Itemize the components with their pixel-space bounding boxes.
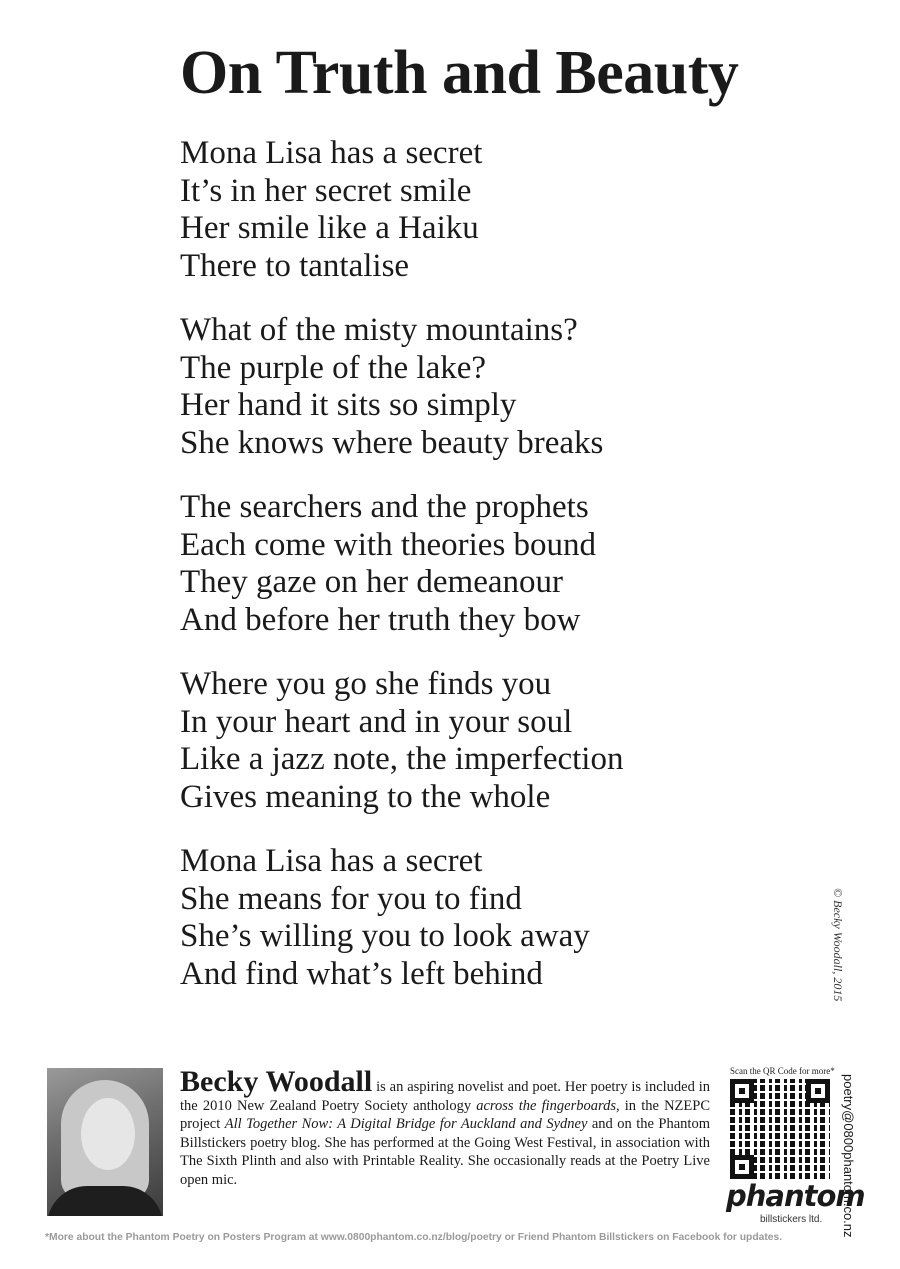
poem-line: There to tantalise <box>180 247 410 284</box>
poem-line: She knows where beauty breaks <box>180 424 604 461</box>
bio-text: , in the NZEPC project <box>180 1097 710 1133</box>
bio-anthology-title: across the fingerboards <box>476 1097 616 1114</box>
qr-finder <box>806 1079 830 1103</box>
poem-line: Mona Lisa has a secret <box>180 135 483 171</box>
poem-line: The purple of the lake? <box>180 349 487 386</box>
poem-line: Like a jazz note, the imperfection <box>180 741 624 777</box>
photo-face-shape <box>81 1098 135 1170</box>
poem-line: Her hand it sits so simply <box>180 387 517 423</box>
phantom-logo-subtitle: billstickers ltd. <box>760 1214 823 1225</box>
poem-line: The searchers and the prophets <box>180 489 589 525</box>
bio-text: is an aspiring novelist and poet. Her poetry is included in the 2010 New Zealand Poetry Society anthology <box>180 1079 710 1114</box>
poem-line: In your heart and in your soul <box>180 703 573 740</box>
qr-finder <box>730 1079 754 1103</box>
poem-body <box>180 135 623 1020</box>
stanza <box>180 666 623 816</box>
stanza <box>180 135 623 285</box>
poem-line: Gives meaning to the whole <box>180 778 551 815</box>
poem-line: What of the misty mountains? <box>180 312 578 348</box>
author-name: Becky Woodall <box>180 1065 373 1098</box>
bio-text: and on the Phantom Billstickers poetry blog. She has performed at the Going West Festival, in association with The Sixth Plinth and also with Printable Reality. She occasionally reads at the Poetry Live open mic. <box>180 1116 710 1188</box>
poem-line: Mona Lisa has a secret <box>180 843 483 879</box>
poem-line: They gaze on her demeanour <box>180 564 563 600</box>
qr-finder <box>730 1155 754 1179</box>
phantom-logo: phantom <box>726 1179 865 1213</box>
poem-line: She means for you to find <box>180 880 522 917</box>
stanza <box>180 489 623 639</box>
poem-line: She’s willing you to look away <box>180 918 590 954</box>
copyright-note: © Becky Woodall, 2015 <box>831 888 845 1002</box>
poem-line: And before her truth they bow <box>180 601 581 638</box>
stanza <box>180 312 623 462</box>
poem-line: Each come with theories bound <box>180 526 597 563</box>
stanza <box>180 843 623 993</box>
qr-caption: Scan the QR Code for more* <box>730 1066 835 1076</box>
footer-note: *More about the Phantom Poetry on Posters Program at www.0800phantom.co.nz/blog/poetry or Friend Phantom Billstickers on Facebook for updates. <box>45 1232 783 1243</box>
poem-line: It’s in her secret smile <box>180 172 472 209</box>
poem-title: On Truth and Beauty <box>180 39 739 107</box>
poem-line: Her smile like a Haiku <box>180 210 479 246</box>
poem-line: Where you go she finds you <box>180 666 552 702</box>
author-photo <box>47 1068 163 1216</box>
bio-project-title: All Together Now: A Digital Bridge for Auckland and Sydney <box>224 1116 588 1133</box>
poem-line: And find what’s left behind <box>180 955 543 992</box>
author-bio <box>180 1065 710 1190</box>
contact-email[interactable]: poetry@0800phantom.co.nz <box>841 1074 856 1238</box>
qr-code-icon[interactable] <box>730 1079 830 1179</box>
